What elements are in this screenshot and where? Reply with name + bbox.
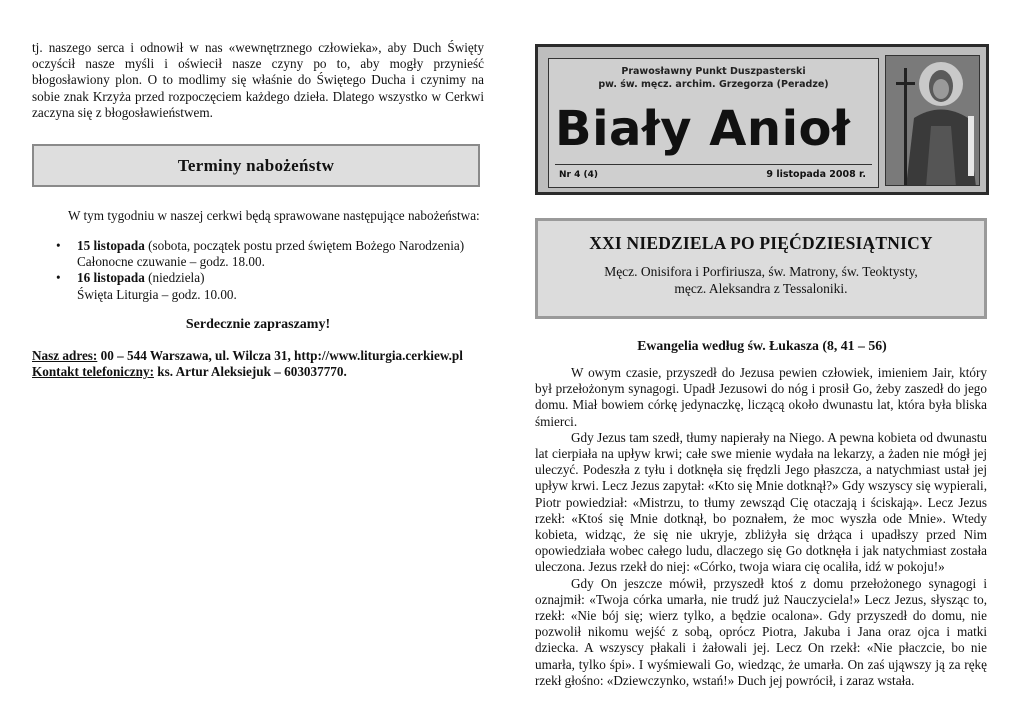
issue-number: Nr 4 (4) xyxy=(559,170,598,180)
week-intro: W tym tygodniu w naszej cerkwi będą sprawowane następujące nabożeństwa: xyxy=(68,208,480,223)
sunday-box xyxy=(535,218,987,319)
list-item xyxy=(32,270,484,302)
service-date: 16 listopada xyxy=(77,270,145,286)
services-list xyxy=(32,238,484,303)
parish-name: Prawosławny Punkt Duszpasterski xyxy=(621,66,806,77)
address: 00 – 544 Warszawa, ul. Wilcza 31, http://www.liturgia.cerkiew.pl xyxy=(97,348,463,363)
intro-paragraph: tj. naszego serca i odnowił w nas «wewnętrznego człowieka», aby Duch Święty oczyścił nasze myśli i oświecił nasze czyny po to, aby mogły przynieść błogosławiony plon. O to modlimy się właśnie do Świętego Ducha i czynimy na sobie znak Krzyża przed rozpoczęciem każdego dzieła. Dlatego wszystko w Cerkwi zaczyna się z błogosławieństwem. xyxy=(32,40,484,120)
saint-icon xyxy=(885,55,980,186)
newsletter-header xyxy=(535,44,989,195)
gospel-paragraph: W owym czasie, przyszedł do Jezusa pewien człowiek, imieniem Jair, który był przełożonym synagogi. Upadł Jezusowi do nóg i prosił Go, żeby zaszedł do jego domu. Miał bowiem córkę jedynaczkę, liczącą około dwunastu lat, która była bliska śmierci. xyxy=(535,365,987,429)
contact: ks. Artur Aleksiejuk – 603037770. xyxy=(153,364,347,379)
terminy-heading-box xyxy=(32,144,480,187)
saints-line: męcz. Aleksandra z Tessaloniki. xyxy=(674,280,848,296)
saints-commemoration xyxy=(538,264,984,297)
terminy-heading: Terminy nabożeństw xyxy=(177,155,335,175)
gospel-paragraph: Gdy On jeszcze mówił, przyszedł ktoś z domu przełożonego synagogi i oznajmił: «Twoja córka umarła, nie trudź już Nauczyciela!» Lecz Jezus, słysząc to, rzekł: «Nie bój się; wierz tylko, a będzie ocalona». Gdy przyszedł do domu, nie pozwolił nikomu wejść z sobą, oprócz Piotra, Jakuba i Jana oraz ojca i matki dziecka. A wszyscy płakali i żałowali jej. Lecz On rzekł: «Nie płaczcie, bo nie umarła, tylko śpi». I wyśmiewali Go, wiedząc, że umarła. On zaś ująwszy ją za rękę rzekł głośno: «Dziewczynko, wstań!» Duch jej powrócił, i zaraz wstała. xyxy=(535,575,987,688)
gospel-title: Ewangelia według św. Łukasza (8, 41 – 56) xyxy=(637,338,887,353)
service-desc: (sobota, początek postu przed świętem Bożego Narodzenia) xyxy=(144,238,465,253)
gospel-paragraph: Gdy Jezus tam szedł, tłumy napierały na Niego. A pewna kobieta od dwunastu lat cierpiała na upływ krwi; całe swe mienie wydała na lekarzy, a żaden nie mógł jej uleczyć. Podeszła z tyłu i dotknęła się frędzli Jego płaszcza, a natychmiast ustał jej upływ krwi. Lecz Jezus zapytał: «Kto się Mnie dotknął?» Gdy wszyscy się wypierali, Piotr powiedział: «Mistrzu, to tłumy zewsząd Cię otaczają i ściskają». Lecz Jezus rzekł: «Ktoś się Mnie dotknął, bo poznałem, że moc wyszła ode Mnie». Wtedy kobieta, widząc, że się nie ukryje, zbliżyła się drżąca i upadłszy przed Nim opowiedziała wobec całego ludu, dlaczego się Go dotknęła i jak natychmiast została uleczona. Jezus rzekł do niej: «Córko, twoja wiara cię ocaliła, idź w pokoju!» xyxy=(535,429,987,575)
contact-info xyxy=(32,348,492,380)
service-detail: Całonocne czuwanie – godz. 18.00. xyxy=(77,254,265,270)
invitation: Serdecznie zapraszamy! xyxy=(185,317,331,332)
contact-label: Kontakt telefoniczny: xyxy=(32,364,154,379)
masthead-divider xyxy=(555,164,872,165)
gospel-text xyxy=(535,365,987,689)
parish-patron: pw. św. męcz. archim. Grzegorza (Peradze) xyxy=(598,79,829,90)
masthead xyxy=(548,58,879,188)
service-date: 15 listopada xyxy=(77,238,145,253)
bullet-icon: • xyxy=(56,238,61,253)
bullet-icon: • xyxy=(56,270,61,286)
service-desc: (niedziela) xyxy=(144,270,205,286)
service-detail: Święta Liturgia – godz. 10.00. xyxy=(77,286,237,302)
issue-date: 9 listopada 2008 r. xyxy=(766,169,866,180)
newsletter-title: Biały Anioł xyxy=(555,101,851,157)
address-label: Nasz adres: xyxy=(32,348,98,363)
saints-line: Męcz. Onisifora i Porfiriusza, św. Matrony, św. Teoktysty, xyxy=(604,264,918,279)
list-item xyxy=(32,238,484,270)
sunday-title: XXI NIEDZIELA PO PIĘĆDZIESIĄTNICY xyxy=(589,233,933,253)
